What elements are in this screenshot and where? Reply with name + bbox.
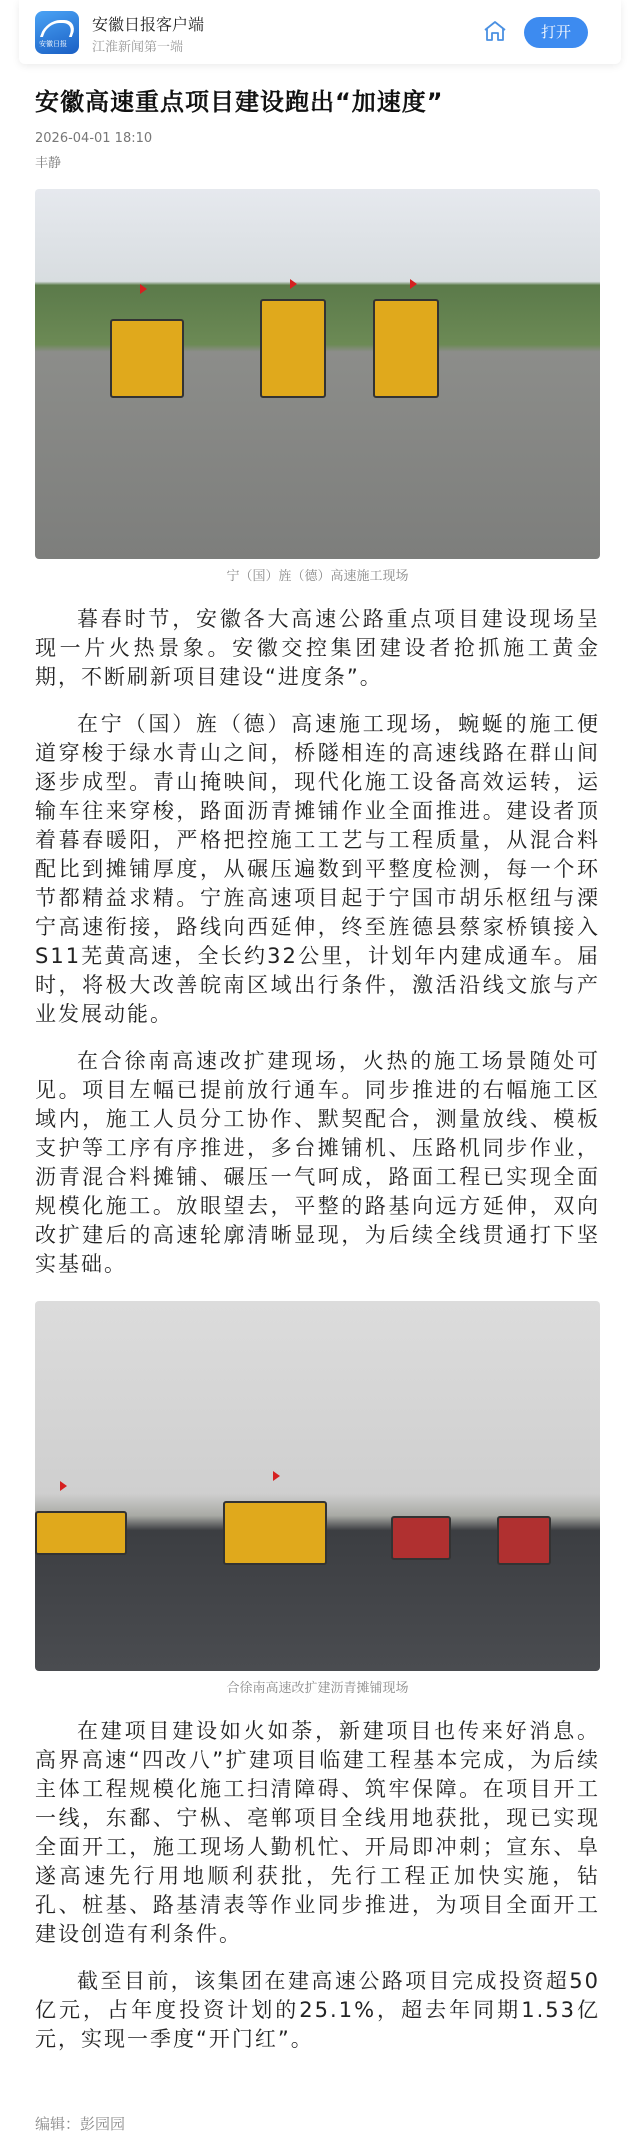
app-download-banner (19, 0, 621, 64)
paver-machine (373, 299, 439, 398)
open-app-button[interactable]: 打开 (524, 17, 588, 48)
red-flag (410, 279, 417, 289)
app-logo (35, 11, 79, 54)
logo-swoosh-icon (40, 20, 78, 37)
paragraph: 暮春时节，安徽各大高速公路重点项目建设现场呈现一片火热景象。安徽交控集团建设者抢抓施工黄金期，不断刷新项目建设“进度条”。 (35, 607, 600, 689)
image-caption: 宁（国）旌（德）高速施工现场 (226, 569, 409, 584)
article (0, 86, 640, 2134)
app-slogan: 江淮新闻第一端 (92, 40, 184, 55)
publish-date: 2026-04-01 18:10 (35, 131, 153, 146)
logo-text: 安徽日报 (39, 40, 67, 48)
paragraph: 在宁（国）旌（德）高速施工现场，蜿蜒的施工便道穿梭于绿水青山之间，桥隧相连的高速线路在群山间逐步成型。青山掩映间，现代化施工设备高效运转，运输车往来穿梭，路面沥青摊铺作业全面推进。建设者顶着暮春暖阳，严格把控施工工艺与工程质量，从混合料配比到摊铺厚度，从碾压遍数到平整度检测，每一个环节都精益求精。宁旌高速项目起于宁国市胡乐枢纽与溧宁高速衔接，路线向西延伸，终至旌德县蔡家桥镇接入S11芜黄高速，全长约32公里，计划年内建成通车。届时，将极大改善皖南区域出行条件，激活沿线文旅与产业发展动能。 (35, 712, 600, 1026)
road-roller (223, 1501, 327, 1565)
editor-credit: 编辑：彭园园 (35, 2115, 126, 2133)
road-roller (391, 1516, 451, 1560)
paragraph: 截至目前，该集团在建高速公路项目完成投资超50亿元，占年度投资计划的25.1%，超去年同期1.53亿元，实现一季度“开门红”。 (35, 1969, 600, 2051)
article-image-paving-site (35, 1301, 600, 1671)
paver-machine (110, 319, 184, 398)
red-flag (140, 284, 147, 294)
home-icon[interactable] (482, 19, 508, 43)
paver-machine (260, 299, 326, 398)
road-roller (35, 1511, 127, 1555)
paragraph: 在建项目建设如火如荼，新建项目也传来好消息。高界高速“四改八”扩建项目临建工程基本完成，为后续主体工程规模化施工扫清障碍、筑牢保障。在项目开工一线，东鄱、宁枞、亳郸项目全线用地获批，现已实现全面开工，施工现场人勤机忙、开局即冲刺；宣东、阜遂高速先行用地顺利获批，先行工程正加快实施，钻孔、桩基、路基清表等作业同步推进，为项目全面开工建设创造有利条件。 (35, 1719, 600, 1946)
paragraph: 在合徐南高速改扩建现场，火热的施工场景随处可见。项目左幅已提前放行通车。同步推进的右幅施工区域内，施工人员分工协作、默契配合，测量放线、模板支护等工序有序推进，多台摊铺机、压路机同步作业，沥青混合料摊铺、碾压一气呵成，路面工程已实现全面规模化施工。放眼望去，平整的路基向远方延伸，双向改扩建后的高速轮廓清晰显现，为后续全线贯通打下坚实基础。 (35, 1049, 600, 1276)
article-title: 安徽高速重点项目建设跑出“加速度” (35, 88, 444, 116)
author: 丰静 (35, 156, 62, 171)
red-flag (60, 1481, 67, 1491)
red-flag (273, 1471, 280, 1481)
app-name: 安徽日报客户端 (92, 15, 205, 34)
article-image-construction-site (35, 189, 600, 559)
image-caption: 合徐南高速改扩建沥青摊铺现场 (226, 1681, 409, 1696)
road-roller (497, 1516, 551, 1565)
red-flag (290, 279, 297, 289)
